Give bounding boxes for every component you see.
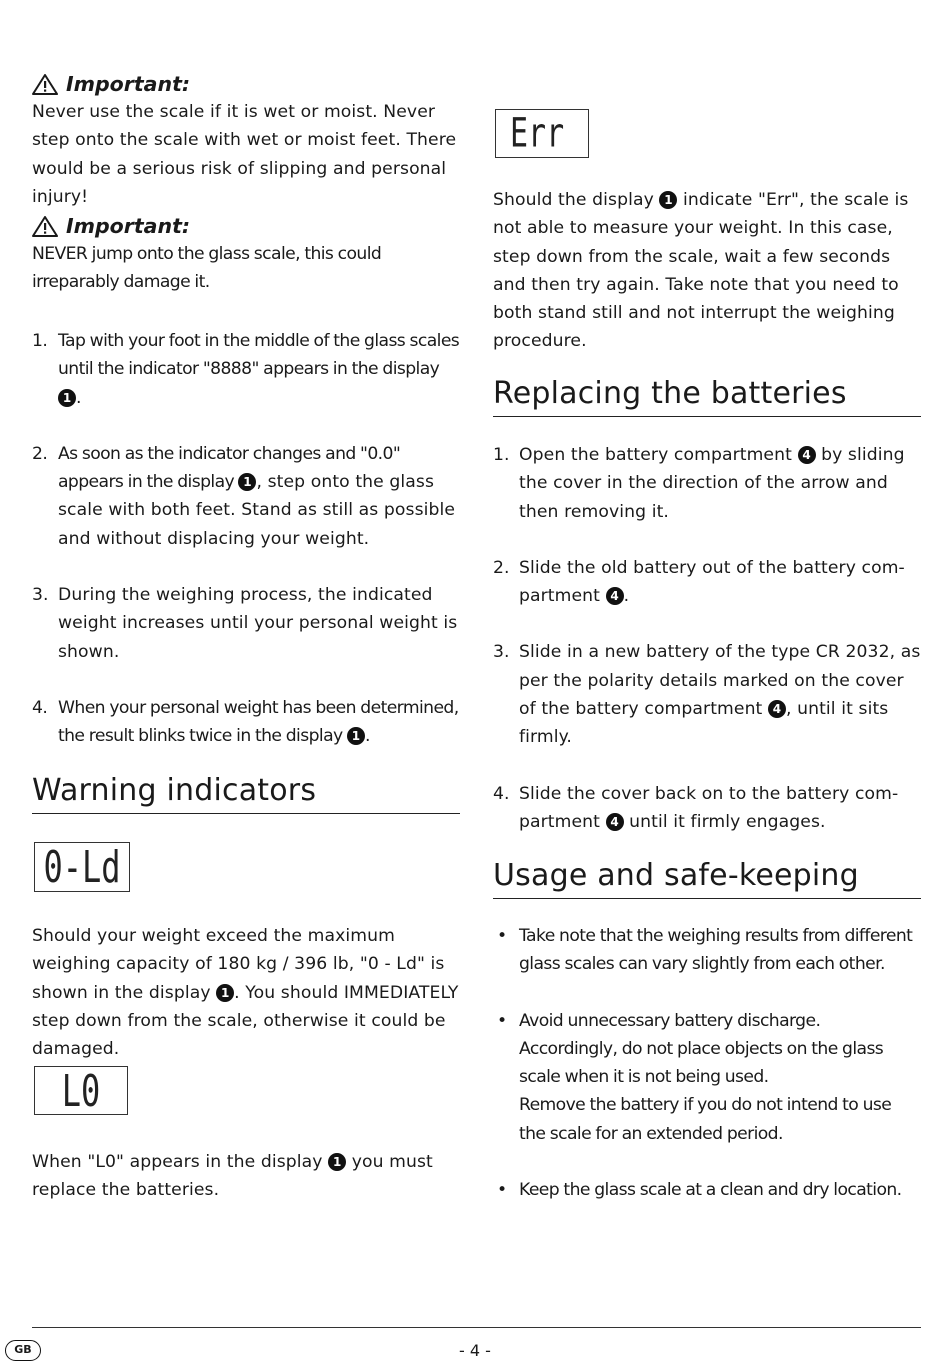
text-part: Should the display (493, 190, 660, 210)
display-ref-icon: 1 (58, 389, 76, 407)
list-item (493, 1007, 921, 1148)
display-ref-icon: 1 (347, 727, 365, 745)
important-notice-jump (32, 212, 460, 297)
bullet-text-line: Avoid unnecessary battery discharge. Accordingly, do not place objects on the glass scale when it is not being used. (519, 1010, 884, 1088)
step-number: 4. (493, 783, 510, 804)
bullet-symbol: • (497, 1180, 507, 1201)
page-number: - 4 - (459, 1341, 491, 1360)
warning-indicators-heading: Warning indicators (32, 771, 460, 814)
step-number: 4. (32, 697, 48, 718)
display-ref-icon: 1 (238, 473, 256, 491)
bullet-text-line: Remove the battery if you do not intend to use the scale for an extended period. (519, 1095, 892, 1144)
low-battery-display-text: L0 (61, 1064, 101, 1117)
battery-compartment-ref-icon: 4 (798, 446, 816, 464)
step-text (58, 694, 460, 751)
step-text-part: As soon as the indicator changes and "0.0" appears in the display (58, 443, 401, 493)
display-ref-icon: 1 (216, 984, 234, 1002)
step-text-part: Slide the old battery out of the battery com-partment (519, 557, 905, 607)
step-text (519, 780, 921, 837)
list-item (493, 554, 921, 611)
warning-triangle-icon (32, 215, 58, 237)
list-item (32, 327, 460, 412)
step-number: 2. (493, 557, 510, 578)
important-heading (32, 70, 460, 98)
text-part: When "L0" appears in the display (32, 1152, 329, 1172)
important-heading (32, 212, 460, 240)
step-text (58, 440, 460, 553)
step-number: 2. (32, 443, 48, 464)
battery-compartment-ref-icon: 4 (606, 587, 624, 605)
usage-safekeeping-heading: Usage and safe-keeping (493, 856, 921, 899)
low-battery-text (32, 1148, 460, 1205)
important-label: Important: (66, 72, 191, 96)
low-battery-display-indicator (34, 1066, 128, 1115)
text-part: Should your weight exceed the maximum weighing capacity of 180 kg / 396 lb, "0 - Ld" is shown in the display (32, 926, 445, 1003)
list-item (493, 1176, 921, 1204)
step-text (519, 441, 921, 526)
step-text: During the weighing process, the indicated weight increases until your personal weight is shown. (58, 585, 458, 662)
country-badge: GB (5, 1340, 41, 1361)
list-item (32, 440, 460, 553)
step-text-part: When your personal weight has been determined, the result blinks twice in the display (58, 697, 459, 747)
error-display-indicator (495, 109, 589, 158)
important-notice-wet (32, 70, 460, 211)
bullet-text: Take note that the weighing results from different glass scales can vary slightly from each other. (519, 926, 913, 975)
step-text (58, 327, 460, 412)
list-item (493, 638, 921, 751)
text-part: indicate "Err", the scale is not able to measure your weight. In this case, step down from the scale, wait a few seconds and then try again. Take note that you need to both stand still and not interrupt the weighing procedure. (493, 190, 909, 352)
step-number: 1. (32, 331, 48, 351)
important-text: NEVER jump onto the glass scale, this could irreparably damage it. (32, 244, 382, 293)
important-text: Never use the scale if it is wet or moist. Never step onto the scale with wet or moist feet. There would be a serious risk of slipping and personal injury! (32, 102, 457, 207)
text-part: you must replace the batteries. (32, 1152, 433, 1201)
list-item (32, 581, 460, 666)
step-text-part: . (623, 586, 630, 607)
bullet-symbol: • (497, 926, 507, 946)
display-ref-icon: 1 (659, 191, 677, 209)
error-text (493, 186, 921, 356)
bullet-symbol: • (497, 1010, 507, 1031)
step-number: 3. (493, 642, 510, 663)
important-label: Important: (66, 214, 191, 238)
step-text-part: by sliding the cover in the direction of the arrow and then removing it. (519, 445, 905, 522)
battery-compartment-ref-icon: 4 (606, 813, 624, 831)
step-text-part: until it firmly engages. (623, 811, 826, 832)
usage-bullets-list (493, 922, 921, 1204)
list-item (493, 780, 921, 837)
step-text-part: , until it sits firmly. (519, 699, 889, 748)
weighing-steps-list (32, 327, 460, 751)
step-text-part: Slide in a new battery of the type CR 2032, as per the polarity details marked on the cover of the battery compartment (519, 642, 921, 720)
step-text-part: Slide the cover back on to the battery com-partment (519, 783, 899, 832)
step-text-part: , step onto the glass scale with both feet. Stand as still as possible and without displacing your weight. (58, 472, 456, 549)
overload-display-indicator (34, 842, 130, 892)
error-display-text: Err (510, 109, 565, 158)
footer-divider (32, 1327, 921, 1328)
step-text-part: . (76, 387, 81, 408)
bullet-text: Keep the glass scale at a clean and dry location. (519, 1180, 902, 1201)
bullet-text (519, 1007, 921, 1148)
text-part: . You should IMMEDIATELY step down from the scale, otherwise it could be damaged. (32, 982, 459, 1060)
battery-steps-list (493, 441, 921, 836)
list-item (493, 922, 921, 979)
step-number: 1. (493, 445, 510, 465)
step-text (519, 638, 921, 751)
step-text-part: . (364, 726, 370, 747)
step-text (519, 554, 921, 611)
list-item (32, 694, 460, 751)
overload-text (32, 922, 460, 1063)
step-text-part: Open the battery compartment (519, 445, 798, 465)
replacing-batteries-heading: Replacing the batteries (493, 374, 921, 417)
warning-triangle-icon (32, 73, 58, 95)
step-number: 3. (32, 585, 49, 606)
list-item (493, 441, 921, 526)
overload-display-text: 0-Ld (43, 841, 121, 893)
display-ref-icon: 1 (328, 1153, 346, 1171)
step-text-part: Tap with your foot in the middle of the glass scales until the indicator "8888" appears in the display (58, 331, 460, 380)
battery-compartment-ref-icon: 4 (768, 700, 786, 718)
